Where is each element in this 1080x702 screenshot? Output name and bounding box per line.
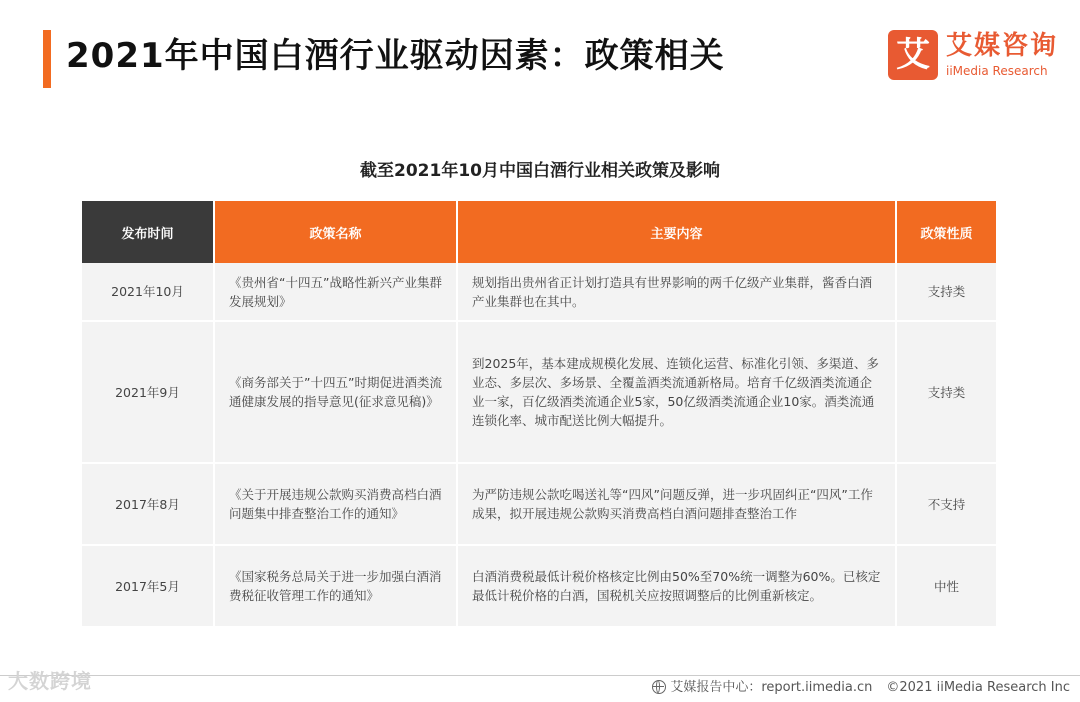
title-accent-bar (43, 30, 51, 88)
cell-nature: 支持类 (896, 321, 996, 463)
cell-content: 白酒消费税最低计税价格核定比例由50%至70%统一调整为60%。已核定最低计税价格的白酒，国税机关应按照调整后的比例重新核定。 (457, 545, 896, 627)
cell-content: 为严防违规公款吃喝送礼等“四风”问题反弹，进一步巩固纠正“四风”工作成果，拟开展违规公款购买消费高档白酒问题排查整治工作 (457, 463, 896, 545)
logo-name-en: iiMedia Research (946, 64, 1048, 78)
cell-policy-name: 《贵州省“十四五”战略性新兴产业集群发展规划》 (214, 263, 457, 321)
footer-source[interactable]: 艾媒报告中心：report.iimedia.cn (670, 680, 873, 695)
logo-name-cn: 艾媒咨询 (946, 31, 1059, 61)
cell-nature: 中性 (896, 545, 996, 627)
table-row (82, 321, 996, 463)
cell-date: 2021年10月 (82, 263, 214, 321)
header-main-content: 主要内容 (457, 201, 896, 263)
cell-nature: 支持类 (896, 263, 996, 321)
cell-date: 2017年5月 (82, 545, 214, 627)
table-row (82, 463, 996, 545)
header-policy-name: 政策名称 (214, 201, 457, 263)
page-title: 2021年中国白酒行业驱动因素：政策相关 (66, 36, 725, 76)
table-row (82, 263, 996, 321)
header-policy-nature: 政策性质 (896, 201, 996, 263)
table-header-row (82, 201, 996, 263)
cell-nature: 不支持 (896, 463, 996, 545)
iimedia-logo (888, 30, 1063, 82)
watermark: 大数跨境 (8, 669, 92, 693)
table-row (82, 545, 996, 627)
cell-content: 规划指出贵州省正计划打造具有世界影响的两千亿级产业集群，酱香白酒产业集群也在其中。 (457, 263, 896, 321)
table-title: 截至2021年10月中国白酒行业相关政策及影响 (360, 161, 720, 181)
logo-mark-icon: 艾 (888, 30, 938, 80)
globe-icon (652, 680, 666, 694)
policy-table (82, 201, 996, 628)
cell-date: 2021年9月 (82, 321, 214, 463)
footer (652, 678, 1070, 698)
footer-copyright: ©2021 iiMedia Research Inc (886, 680, 1070, 695)
cell-policy-name: 《商务部关于”十四五”时期促进酒类流通健康发展的指导意见(征求意见稿)》 (214, 321, 457, 463)
cell-content: 到2025年，基本建成规模化发展、连锁化运营、标准化引领、多渠道、多业态、多层次、多场景、全覆盖酒类流通新格局。培育千亿级酒类流通企业一家，百亿级酒类流通企业5家，50亿级酒类流通企业10家。酒类流通连锁化率、城市配送比例大幅提升。 (457, 321, 896, 463)
header-date: 发布时间 (82, 201, 214, 263)
footer-divider (0, 675, 1080, 676)
cell-policy-name: 《国家税务总局关于进一步加强白酒消费税征收管理工作的通知》 (214, 545, 457, 627)
cell-policy-name: 《关于开展违规公款购买消费高档白酒问题集中排查整治工作的通知》 (214, 463, 457, 545)
cell-date: 2017年8月 (82, 463, 214, 545)
